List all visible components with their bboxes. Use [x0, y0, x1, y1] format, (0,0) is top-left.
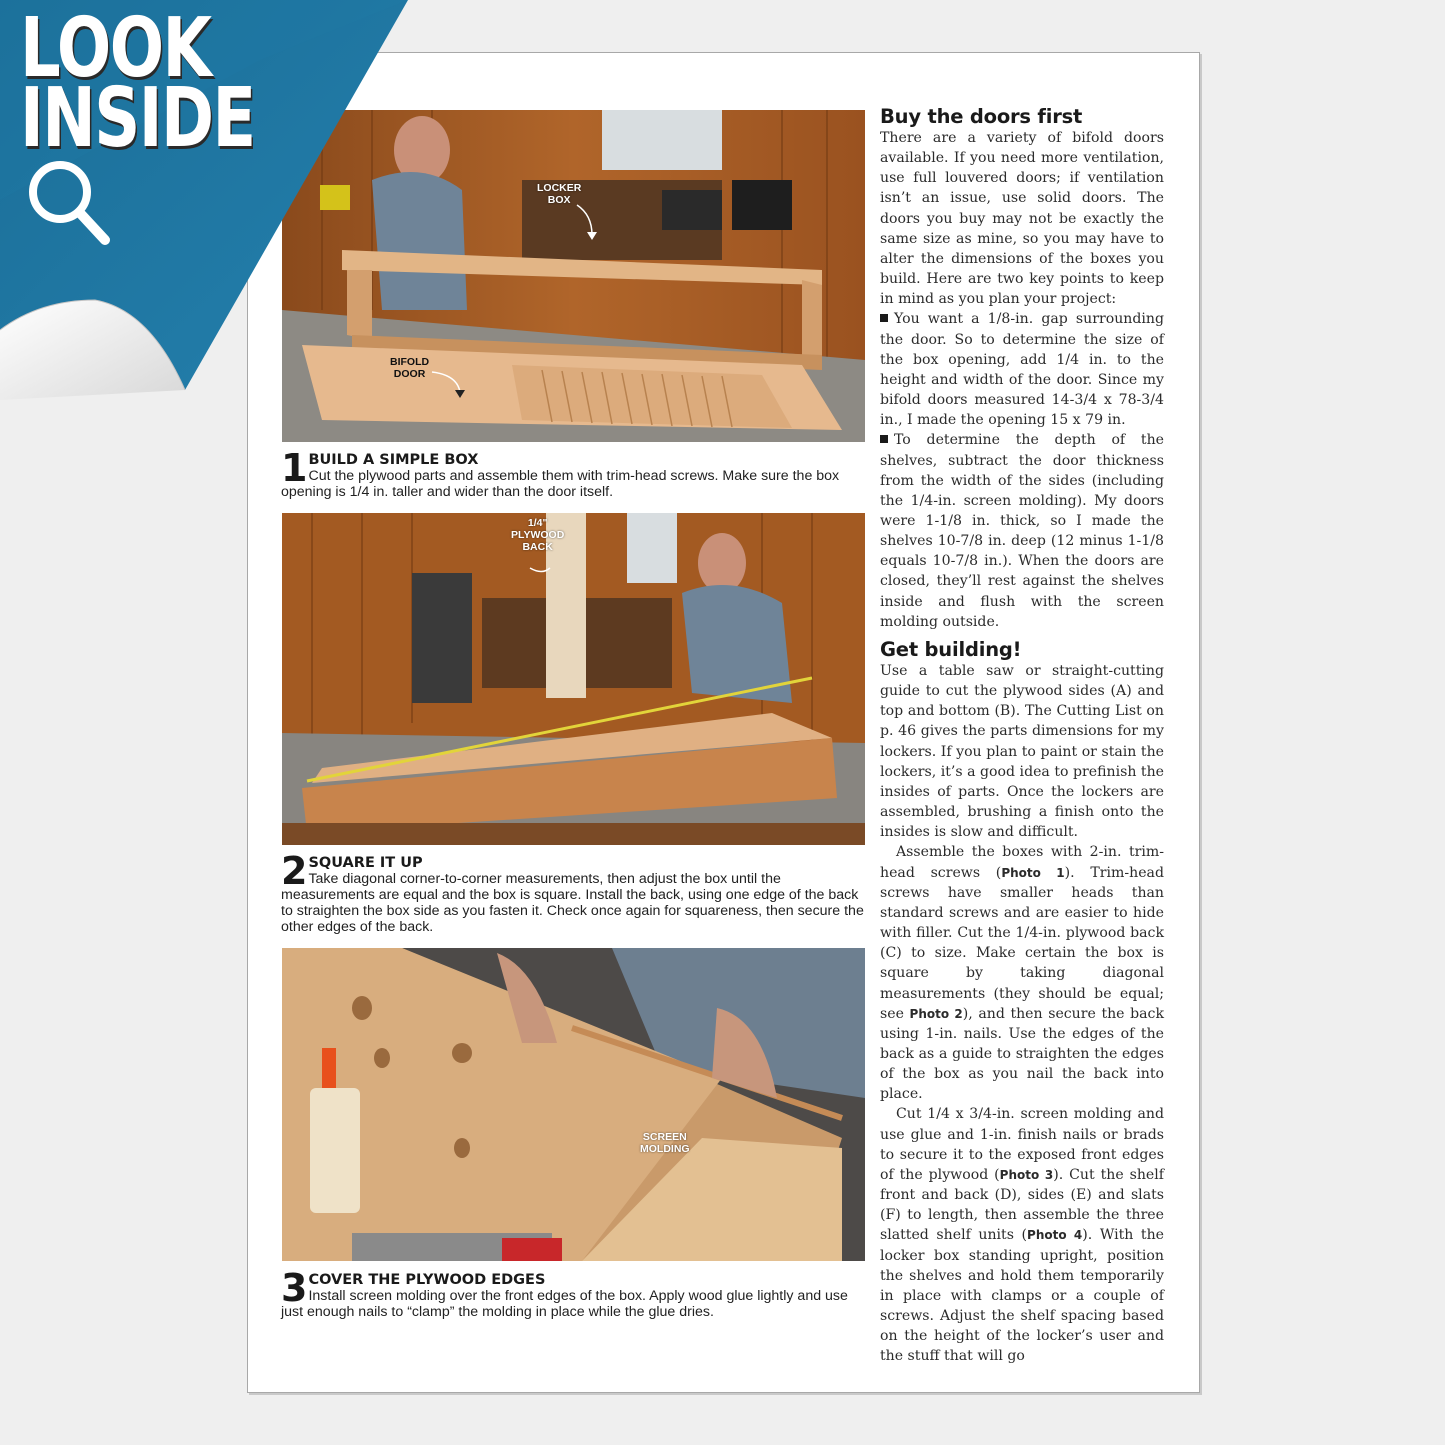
- callout-line: PLYWOOD: [511, 529, 565, 541]
- banner-text-look: LOOK: [20, 1, 211, 96]
- callout-line: 1/4": [527, 517, 548, 529]
- text-run: ). Trim-head screws have smaller heads than standard screws and are easier to hide with filler. Cut the 1/4-in. plywood back (C) to size. Make certain the box is square by taking diagonal measurements (they should be equal; see: [880, 864, 1164, 1022]
- text-run: ). Cut the shelf front and back (D), sides (E) and slats (F) to length, then assemble the three slatted shelf units (: [880, 1166, 1164, 1244]
- callout-line: LOCKER: [537, 182, 582, 194]
- caption-title: COVER THE PLYWOOD EDGES: [308, 1272, 546, 1288]
- caption-text: Cut the plywood parts and assemble them with trim-head screws. Make sure the box opening is 1/4 in. taller and wider than the door itself.: [281, 468, 840, 500]
- step-number: 2: [281, 849, 306, 893]
- text-run: Cut 1/4 x 3/4-in. screen molding and use glue and 1-in. finish nails or brads to secure it to the exposed front edges of the plywood (: [880, 1106, 1164, 1183]
- callout-line: BACK: [522, 541, 553, 553]
- callout-line: BIFOLD: [390, 356, 430, 368]
- caption-text: Install screen molding over the front edges of the box. Apply wood glue lightly and use just enough nails to “clamp” the molding in place while the glue dries.: [281, 1288, 848, 1320]
- banner-text-inside: INSIDE: [20, 71, 255, 166]
- section-heading-get-building: Get building!: [880, 638, 1022, 661]
- look-inside-banner[interactable]: [0, 0, 420, 400]
- callout-line: BOX: [547, 194, 571, 206]
- paragraph: There are a variety of bifold doors available. If you need more ventilation, use full louvered doors; if ventilation isn’t an issue, use solid doors. The doors you buy may not be exactly the same size as mine, so you may have to alter the dimensions of the boxes you build. Here are two key points to keep in mind as you plan your project:: [880, 130, 1164, 308]
- paragraph: [880, 842, 1164, 1104]
- paragraph: Use a table saw or straight-cutting guide to cut the plywood sides (A) and top and bottom (B). The Cutting List on p. 46 gives the parts dimensions for my lockers. If you plan to paint or stain the lockers, it’s a good idea to prefinish the insides of parts. Once the lockers are assembled, brushing a finish onto the insides is slow and difficult.: [880, 663, 1164, 841]
- photo-reference: Photo 2: [909, 1006, 963, 1021]
- callout-line: DOOR: [393, 368, 426, 380]
- caption-2: [281, 849, 865, 935]
- caption-3: [281, 1266, 865, 1320]
- paragraph: [880, 1104, 1164, 1366]
- bullet-item: To determine the depth of the shelves, subtract the door thickness from the width of the sides (including the 1/4-in. screen molding). My doors were 1-1/8 in. thick, so I made the shelves 10-7/8 in. deep (12 minus 1-1/8 equals 10-7/8 in.). When the doors are closed, they’ll rest against the shelves inside and flush with the screen molding outside.: [880, 430, 1164, 632]
- photo-2-square-it-up: [282, 513, 865, 845]
- callout-plywood-back: [511, 517, 564, 553]
- caption-1: [281, 446, 865, 500]
- article-column-continued: [880, 639, 1164, 1366]
- callout-locker-box: [537, 182, 581, 206]
- step-number: 1: [281, 446, 306, 490]
- text-run: ). With the locker box standing upright, position the shelves and hold them temporarily in place with clamps or a couple of screws. Adjust the shelf spacing based on the height of the locker’s user and the stuff that will go: [880, 1227, 1165, 1365]
- caption-title: BUILD A SIMPLE BOX: [308, 452, 479, 468]
- section-heading-buy-doors: Buy the doors first: [880, 105, 1083, 128]
- bullet-item: You want a 1/8-in. gap surrounding the door. So to determine the size of the box opening, add 1/4 in. to the height and width of the door. Since my bifold doors measured 14-3/4 x 78-3/4 in., I made the opening 15 x 79 in.: [880, 309, 1164, 430]
- photo-reference: Photo 1: [1001, 865, 1065, 880]
- photo-3-cover-edges: [282, 948, 865, 1261]
- callout-line: SCREEN: [642, 1131, 687, 1143]
- photo-reference: Photo 4: [1027, 1228, 1083, 1243]
- workshop-photo-image: [282, 948, 865, 1261]
- caption-title: SQUARE IT UP: [308, 855, 423, 871]
- text-run: ), and then secure the back using 1-in. nails. Use the edges of the back as a guide to straighten the edges of the box as you nail the back into place.: [880, 1005, 1164, 1103]
- callout-screen-molding: [640, 1131, 690, 1155]
- caption-text: Take diagonal corner-to-corner measurements, then adjust the box until the measurements are equal and the box is square. Install the back, using one edge of the back to straighten the box side as you fasten it. Check once again for squareness, then secure the other edges of the back.: [281, 871, 864, 935]
- text-run: Assemble the boxes with 2-in. trim-head screws (: [880, 844, 1164, 881]
- photo-reference: Photo 3: [999, 1167, 1054, 1182]
- step-number: 3: [281, 1266, 306, 1310]
- article-column: [880, 106, 1164, 632]
- workshop-photo-image: [282, 513, 865, 845]
- callout-line: MOLDING: [640, 1143, 690, 1155]
